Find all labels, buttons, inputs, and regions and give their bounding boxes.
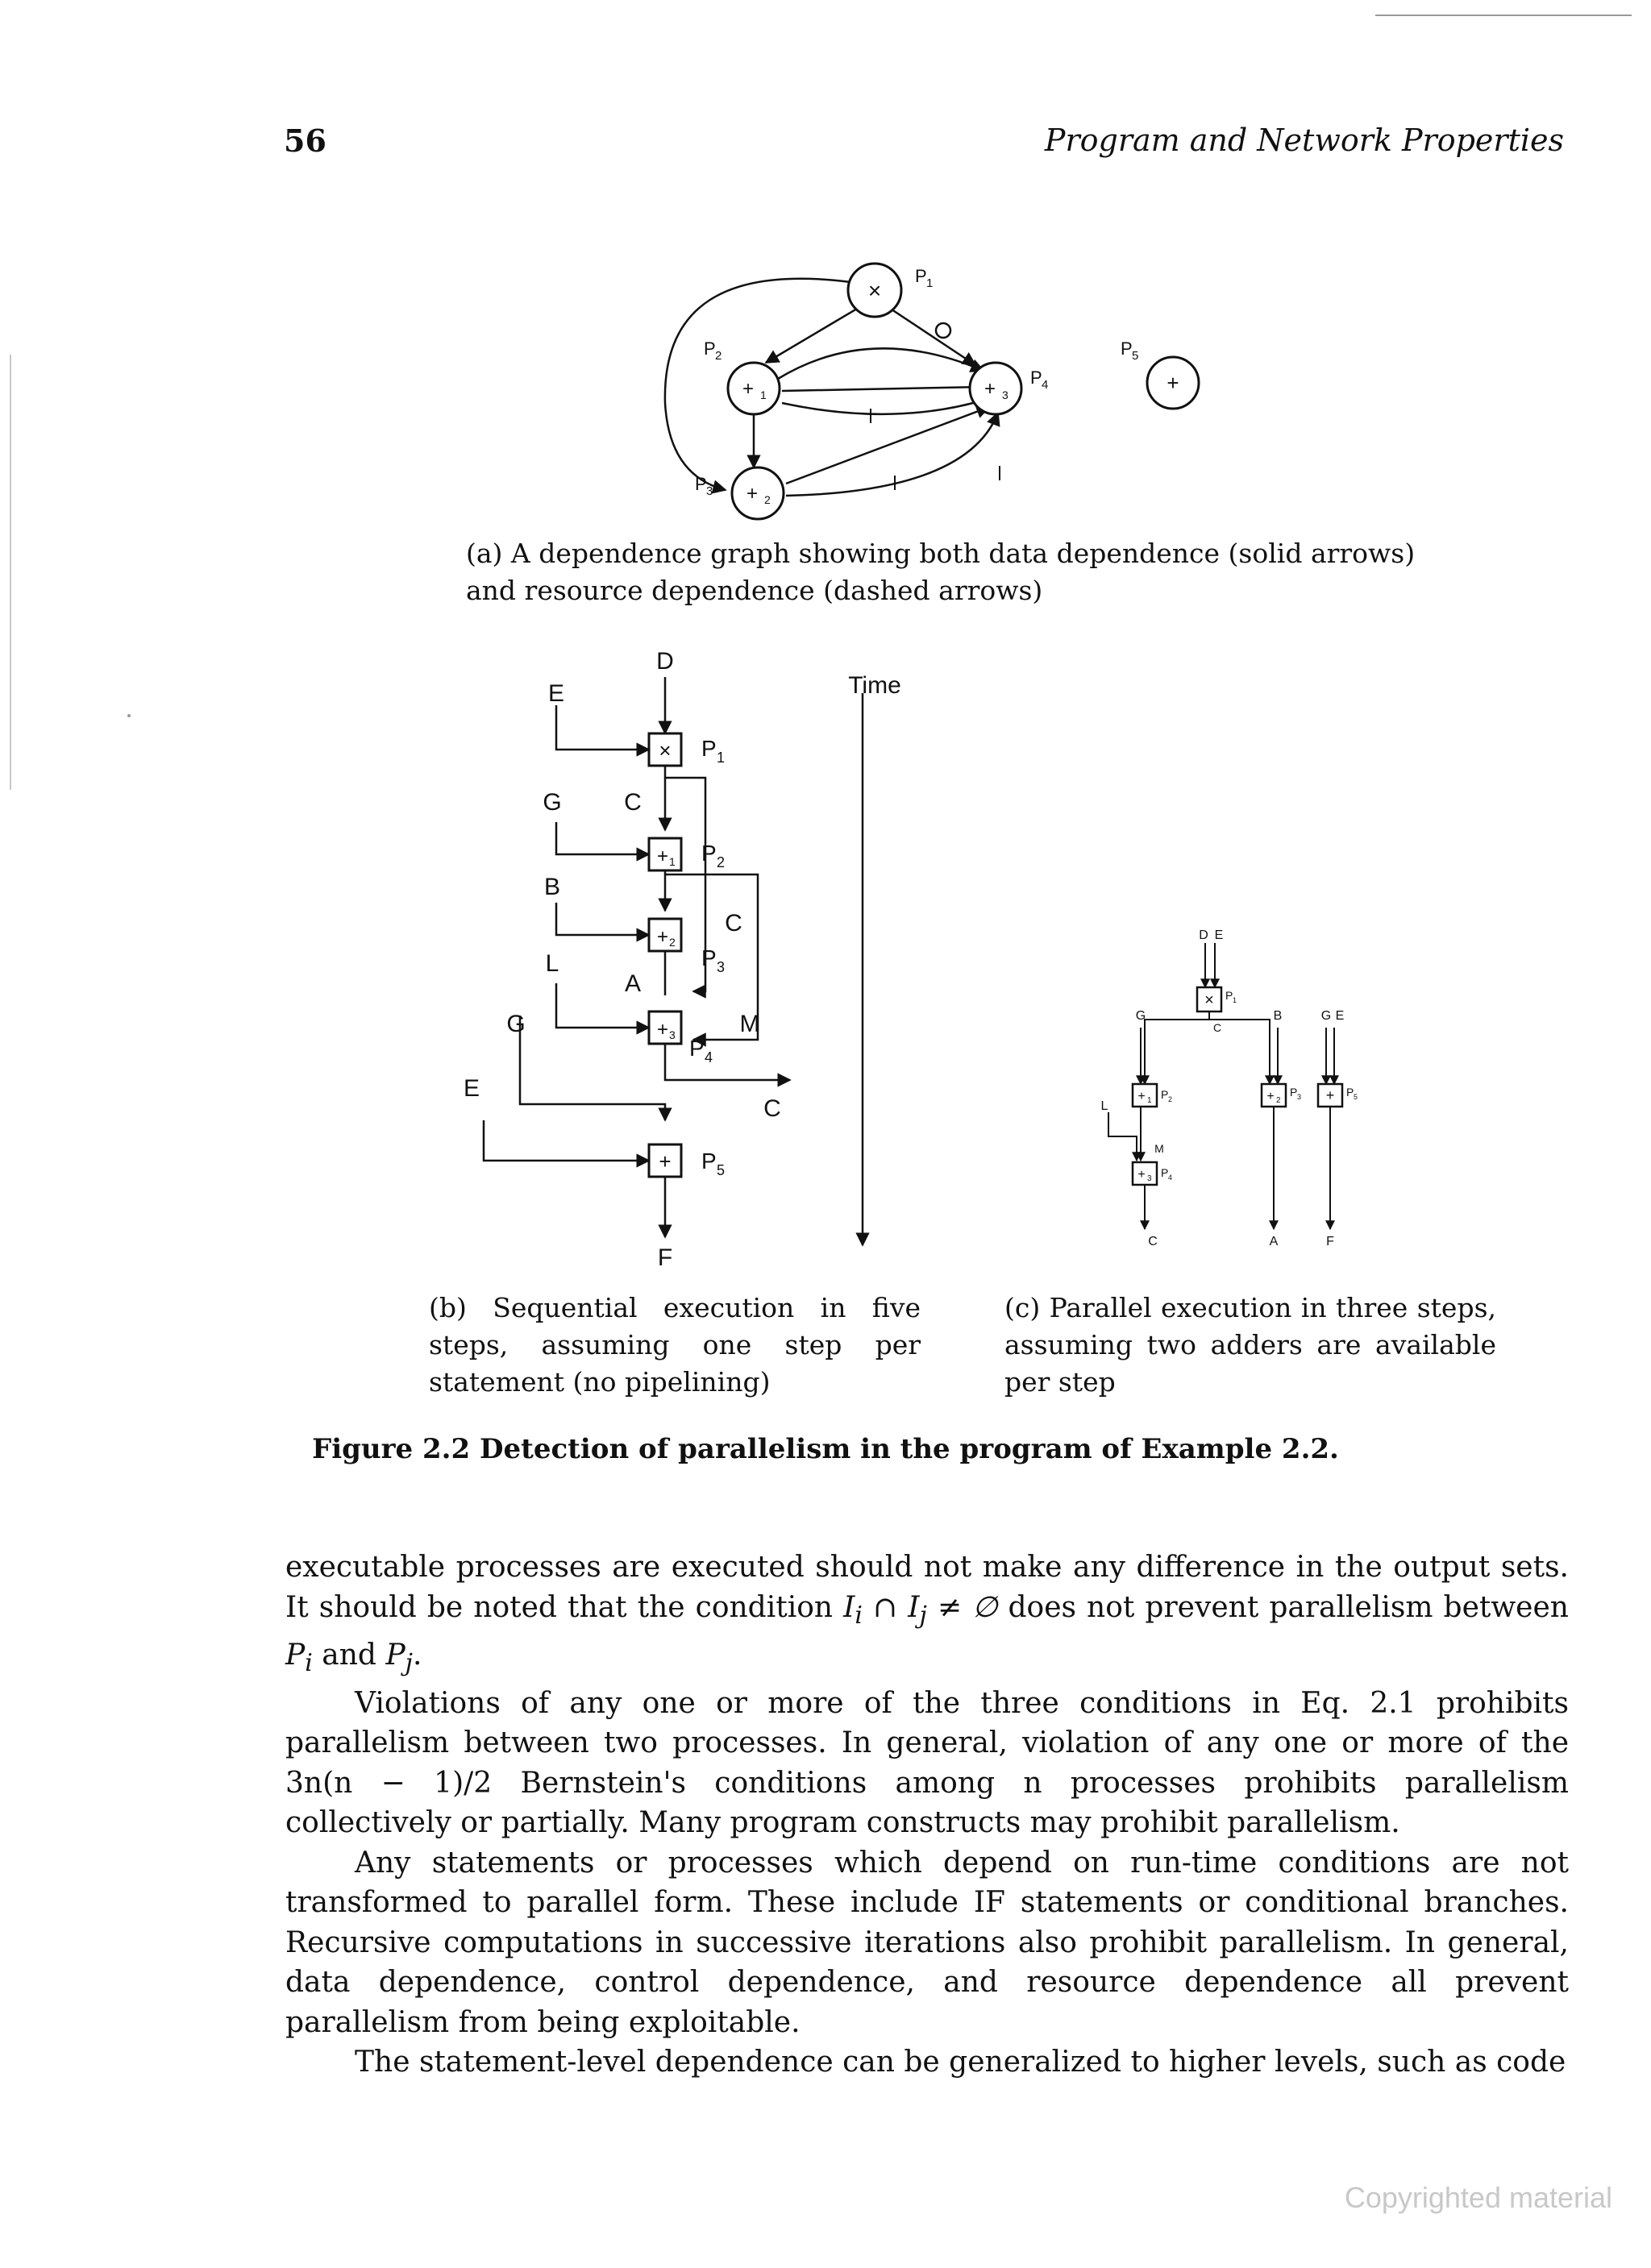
label-f: F	[1326, 1235, 1334, 1248]
svg-text:+: +	[656, 926, 669, 948]
svg-text:3: 3	[717, 959, 726, 975]
node-label: +	[746, 483, 759, 505]
label-g: G	[1135, 1009, 1146, 1023]
running-title: Program and Network Properties	[1044, 123, 1564, 158]
node-tag: P	[1030, 368, 1042, 388]
graph-node-p4	[970, 363, 1048, 414]
label-e2: E	[1335, 1009, 1345, 1023]
label-g2: G	[1320, 1009, 1332, 1023]
svg-text:×: ×	[659, 738, 672, 762]
node-label: +	[742, 378, 755, 400]
label-b: B	[543, 874, 561, 900]
time-label: Time	[848, 672, 901, 699]
p1-text-a: executable processes are executed should not make any difference in the output sets. It should be noted that the condition	[285, 1551, 1569, 1624]
svg-text:+: +	[1137, 1168, 1146, 1182]
label-d: D	[656, 648, 674, 675]
scan-margin-mark	[10, 355, 11, 790]
svg-text:P: P	[689, 1036, 705, 1061]
label-c: C	[624, 789, 642, 816]
label-e: E	[547, 680, 565, 707]
svg-text:P: P	[701, 736, 717, 761]
node-tag-sub: 3	[706, 484, 713, 498]
figure-caption-b: (b) Sequential execution in five steps, assuming one step per statement (no pipelining)	[429, 1292, 921, 1398]
label-e: E	[1214, 928, 1224, 942]
node-label: +	[1167, 371, 1179, 395]
svg-text:+: +	[1137, 1090, 1146, 1103]
svg-text:×: ×	[1204, 991, 1214, 1009]
math-pi: $P_i$	[285, 1639, 313, 1678]
svg-text:5: 5	[717, 1162, 726, 1178]
label-g: G	[543, 789, 562, 816]
svg-text:5: 5	[1354, 1093, 1358, 1101]
label-b: B	[1273, 1009, 1283, 1023]
svg-text:1: 1	[1147, 1096, 1152, 1105]
svg-text:1: 1	[669, 855, 676, 868]
svg-text:+: +	[659, 1149, 672, 1173]
label-a: A	[1269, 1235, 1279, 1248]
svg-text:2: 2	[717, 854, 726, 870]
label-c: C	[1212, 1021, 1222, 1034]
node-tag-sub: 4	[1042, 378, 1049, 392]
node-label-sub: 3	[1002, 388, 1008, 401]
math-pj: $P_j$	[385, 1639, 413, 1678]
svg-text:1: 1	[717, 750, 726, 766]
body-text	[285, 1547, 1569, 2083]
watermark: Copyrighted material	[1344, 2181, 1612, 2214]
node-tag-sub: 1	[926, 276, 934, 290]
node-tag: P	[695, 474, 707, 494]
label-m: M	[739, 1011, 760, 1037]
svg-text:3: 3	[1297, 1093, 1302, 1101]
scan-speck	[127, 714, 131, 717]
label-l: L	[1100, 1099, 1108, 1113]
svg-text:2: 2	[1168, 1095, 1173, 1103]
node-tag: P	[915, 266, 927, 286]
p1-text-c: and	[312, 1639, 386, 1672]
figure-title: Figure 2.2 Detection of parallelism in the program of Example 2.2.	[312, 1433, 1339, 1465]
node-label-sub: 1	[760, 388, 767, 401]
label-m: M	[1154, 1142, 1164, 1155]
svg-text:4: 4	[705, 1049, 713, 1065]
graph-node-p3	[695, 467, 784, 519]
label-c-out: C	[763, 1095, 781, 1122]
page-number: 56	[284, 123, 326, 159]
svg-text:P: P	[1346, 1086, 1354, 1099]
paragraph-4: The statement-level dependence can be generalized to higher levels, such as code	[355, 2046, 1566, 2079]
paragraph-2: Violations of any one or more of the three conditions in Eq. 2.1 prohibits parallelism between two processes. In general, violation of any one or more of the 3n(n − 1)/2 Bernstein's conditions among n processes prohibits parallelism collectively or partially. Many program constructs may prohibit parallelism.	[285, 1686, 1569, 1840]
svg-text:+: +	[1266, 1090, 1275, 1103]
svg-text:+: +	[656, 845, 669, 867]
label-e2: E	[463, 1075, 480, 1102]
label-l: L	[545, 950, 559, 977]
figure-panel-c-parallel	[1080, 919, 1403, 1273]
svg-text:2: 2	[669, 936, 676, 949]
svg-text:3: 3	[1147, 1174, 1152, 1183]
svg-text:P: P	[1161, 1088, 1169, 1101]
label-c2: C	[725, 910, 742, 937]
node-tag: P	[1121, 339, 1133, 359]
label-d: D	[1199, 928, 1208, 942]
label-a: A	[624, 970, 642, 997]
svg-text:+: +	[656, 1019, 669, 1041]
node-label: +	[984, 378, 996, 400]
svg-text:4: 4	[1168, 1173, 1173, 1182]
graph-node-p1	[848, 264, 933, 317]
graph-node-p5	[1121, 339, 1199, 409]
figure-caption-c: (c) Parallel execution in three steps, assuming two adders are available per step	[1004, 1292, 1496, 1398]
node-tag-sub: 5	[1132, 349, 1139, 363]
node-label: ×	[867, 278, 882, 303]
svg-text:P: P	[701, 945, 717, 970]
graph-node-p2	[704, 339, 780, 414]
p1-text-b: does not prevent parallelism between	[997, 1590, 1569, 1624]
svg-text:P: P	[1225, 989, 1233, 1002]
figure-caption-a: (a) A dependence graph showing both data dependence (solid arrows) and resource dependence (dashed arrows)	[466, 538, 1416, 606]
svg-text:2: 2	[1276, 1096, 1281, 1105]
figure-panel-b-sequential	[451, 637, 935, 1281]
svg-text:P: P	[1161, 1166, 1169, 1179]
label-c-out: C	[1148, 1235, 1158, 1248]
paragraph-3: Any statements or processes which depend on run-time conditions are not transformed to parallel form. These include IF statements or conditional branches. Recursive computations in successive iterations also prohibit parallelism. In general, data dependence, control dependence, and resource dependence all prevent parallelism from being exploitable.	[285, 1846, 1569, 2039]
math-intersection: $I_i$ ∩ $I_j$ ≠ ∅	[843, 1590, 998, 1630]
svg-text:P: P	[1290, 1086, 1298, 1099]
label-f: F	[657, 1244, 673, 1271]
figure-panel-a-graph	[629, 234, 1241, 540]
node-label-sub: 2	[764, 493, 771, 506]
label-g2: G	[506, 1011, 526, 1037]
node-tag: P	[704, 339, 716, 359]
p1-text-d: .	[412, 1639, 422, 1672]
top-rule	[1375, 15, 1632, 16]
node-tag-sub: 2	[715, 349, 722, 363]
svg-text:3: 3	[669, 1028, 676, 1041]
svg-text:1: 1	[1233, 996, 1237, 1004]
svg-text:P: P	[701, 1149, 717, 1173]
paragraph-1	[285, 1547, 1569, 1684]
svg-text:+: +	[1325, 1087, 1335, 1103]
svg-text:P: P	[701, 841, 717, 866]
